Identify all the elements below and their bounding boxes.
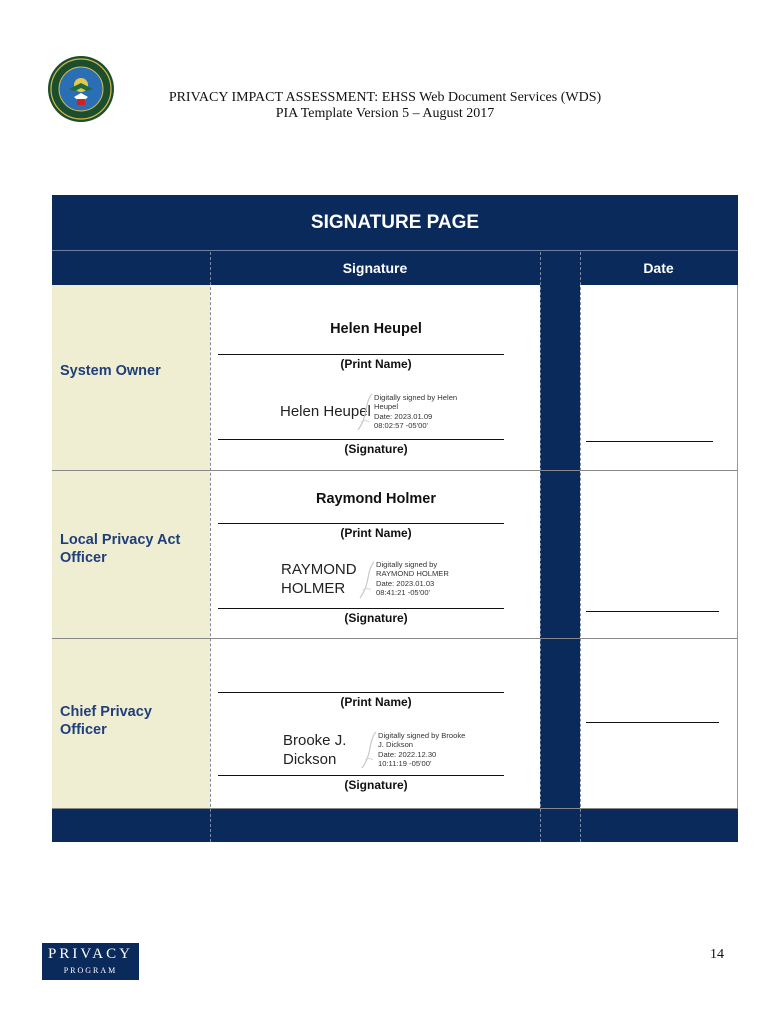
digital-signature-details: Digitally signed by Helen Heupel Date: 2023.01.09 08:02:57 -05'00' bbox=[374, 393, 458, 431]
print-name-line bbox=[218, 692, 504, 693]
digital-signature-name: RAYMOND HOLMER bbox=[281, 561, 357, 597]
date-line bbox=[586, 441, 713, 442]
role-label: Chief Privacy Officer bbox=[60, 704, 152, 738]
role-label: System Owner bbox=[60, 363, 161, 379]
print-name-line bbox=[218, 523, 504, 524]
digital-signature-details: Digitally signed by Brooke J. Dickson Date: 2022.12.30 10:11:19 -05'00' bbox=[378, 731, 466, 769]
print-name-label: (Print Name) bbox=[340, 357, 412, 371]
logo-sub-text: PROGRAM bbox=[63, 966, 118, 975]
column-header-date: Date bbox=[643, 260, 674, 276]
date-line bbox=[586, 611, 719, 612]
date-line bbox=[586, 722, 719, 723]
digital-signature-mark-icon bbox=[360, 730, 378, 770]
signature-label: (Signature) bbox=[344, 611, 408, 625]
print-name-label: (Print Name) bbox=[340, 526, 412, 540]
column-divider bbox=[210, 252, 211, 842]
header-title: PRIVACY IMPACT ASSESSMENT: EHSS Web Document Services (WDS) bbox=[168, 90, 602, 105]
page-number: 14 bbox=[710, 947, 724, 962]
row-divider bbox=[52, 638, 738, 639]
digital-signature-name: Helen Heupel bbox=[280, 403, 371, 420]
row-divider bbox=[52, 470, 738, 471]
header-subtitle: PIA Template Version 5 – August 2017 bbox=[275, 106, 495, 121]
printed-name: Helen Heupel bbox=[330, 321, 422, 337]
print-name-label: (Print Name) bbox=[340, 695, 412, 709]
row-divider bbox=[52, 808, 738, 809]
digital-signature-mark-icon bbox=[358, 560, 376, 600]
signature-line bbox=[218, 608, 504, 609]
signature-line bbox=[218, 775, 504, 776]
table-bottom-bar bbox=[52, 808, 738, 842]
signature-page-title: SIGNATURE PAGE bbox=[310, 212, 480, 233]
document-header bbox=[100, 90, 670, 122]
column-header-signature: Signature bbox=[342, 260, 408, 276]
signature-label: (Signature) bbox=[344, 442, 408, 456]
table-spacer-column bbox=[540, 285, 580, 808]
role-label: Local Privacy Act Officer bbox=[60, 532, 181, 566]
column-divider bbox=[580, 252, 581, 842]
table-right-border bbox=[737, 285, 738, 808]
row-divider bbox=[52, 250, 738, 251]
logo-main-text: PRIVACY bbox=[48, 946, 133, 962]
signature-line bbox=[218, 439, 504, 440]
printed-name: Raymond Holmer bbox=[315, 491, 437, 507]
signature-label: (Signature) bbox=[344, 778, 408, 792]
digital-signature-name: Brooke J. Dickson bbox=[283, 732, 347, 768]
print-name-line bbox=[218, 354, 504, 355]
column-divider bbox=[540, 252, 541, 842]
digital-signature-details: Digitally signed by RAYMOND HOLMER Date: 2023.01.03 08:41:21 -05'00' bbox=[376, 560, 449, 598]
digital-signature-mark-icon bbox=[356, 392, 374, 432]
